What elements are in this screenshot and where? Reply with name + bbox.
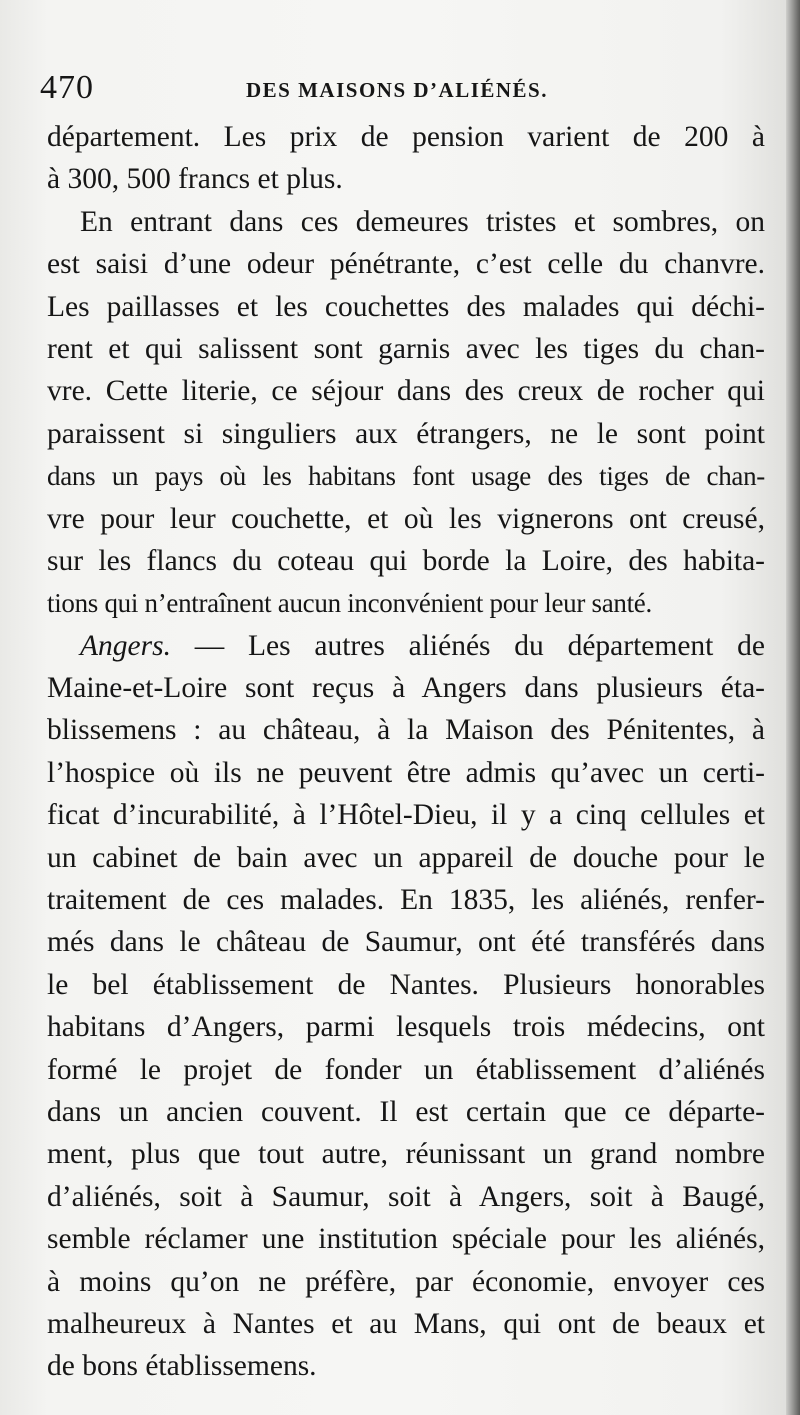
text-line: habitans d’Angers, parmi lesquels trois médecins, ont [47, 1011, 765, 1044]
text-line: formé le projet de fonder un établissement d’aliénés [47, 1053, 765, 1086]
text-line: En entrant dans ces demeures tristes et sombres, on [80, 205, 765, 238]
text-line: vre pour leur couchette, et où les vignerons ont creusé, [47, 502, 765, 535]
text-line: blissemens : au château, à la Maison des Pénitentes, à [47, 714, 765, 747]
text-line: ment, plus que tout autre, réunissant un grand nombre [47, 1138, 765, 1171]
text-line: rent et qui salissent sont garnis avec les tiges du chan- [47, 332, 765, 365]
text-line: à moins qu’on ne préfère, par économie, envoyer ces [47, 1265, 765, 1298]
text-line: d’aliénés, soit à Saumur, soit à Angers, soit à Baugé, [47, 1180, 765, 1213]
text-line: més dans le château de Saumur, ont été transférés dans [47, 926, 765, 959]
page-header [40, 66, 770, 110]
text-line: Maine-et-Loire sont reçus à Angers dans plusieurs éta- [47, 672, 765, 705]
text-line: traitement de ces malades. En 1835, les aliénés, renfer- [47, 884, 765, 917]
text-line: dans un ancien couvent. Il est certain que ce départe- [47, 1095, 765, 1128]
page-number: 470 [40, 69, 94, 106]
text-line: à 300, 500 francs et plus. [47, 163, 343, 196]
text-line: de bons établissemens. [47, 1350, 317, 1383]
body-text [47, 116, 765, 1388]
text-line-rest: — Les autres aliénés du département de [170, 629, 765, 662]
text-line: sur les flancs du coteau qui borde la Loire, des habita- [47, 544, 765, 577]
text-line: est saisi d’une odeur pénétrante, c’est celle du chanvre. [47, 248, 765, 281]
angers-paragraph-start [47, 625, 765, 667]
text-line: l’hospice où ils ne peuvent être admis qu’avec un certi- [47, 756, 765, 789]
text-line: dans un pays où les habitans font usage des tiges de chan- [47, 461, 765, 492]
text-line: ficat d’incurabilité, à l’Hôtel-Dieu, il y a cinq cellules et [47, 799, 765, 832]
text-line: tions qui n’entraînent aucun inconvénient pour leur santé. [47, 588, 652, 619]
place-heading-angers: Angers. [80, 629, 171, 662]
text-line: un cabinet de bain avec un appareil de douche pour le [47, 841, 765, 874]
text-line: département. Les prix de pension varient de 200 à [47, 121, 765, 153]
text-line: semble réclamer une institution spéciale pour les aliénés, [47, 1223, 765, 1256]
page-edge-shadow [786, 0, 800, 1415]
running-title: DES MAISONS D’ALIÉNÉS. [246, 78, 548, 102]
text-line: paraissent si singuliers aux étrangers, ne le sont point [47, 417, 765, 450]
text-line: Les paillasses et les couchettes des malades qui déchi- [47, 290, 765, 323]
text-line: malheureux à Nantes et au Mans, qui ont de beaux et [47, 1307, 765, 1340]
text-line: le bel établissement de Nantes. Plusieurs honorables [47, 968, 765, 1001]
text-line: vre. Cette literie, ce séjour dans des creux de rocher qui [47, 375, 765, 408]
